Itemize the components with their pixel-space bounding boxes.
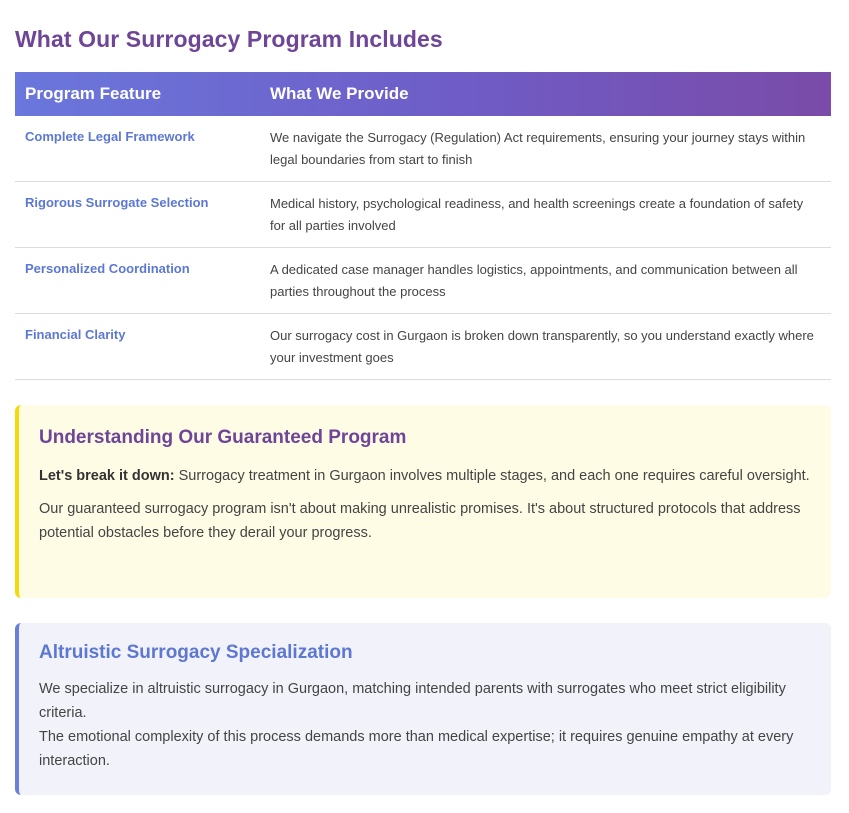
table-row bbox=[15, 248, 831, 314]
guaranteed-lead-paragraph bbox=[39, 464, 811, 488]
header-what-we-provide: What We Provide bbox=[270, 84, 409, 103]
table-row bbox=[15, 116, 831, 182]
guaranteed-body-paragraph: Our guaranteed surrogacy program isn't about making unrealistic promises. It's about structured protocols that address potential obstacles before they derail your progress. bbox=[39, 501, 801, 541]
guaranteed-lead-text: Surrogacy treatment in Gurgaon involves multiple stages, and each one requires careful oversight. bbox=[174, 468, 810, 484]
altruistic-heading: Altruistic Surrogacy Specialization bbox=[39, 642, 353, 663]
table-header-row bbox=[15, 72, 831, 116]
altruistic-paragraph-1: We specialize in altruistic surrogacy in Gurgaon, matching intended parents with surrogates who meet strict eligibility criteria. bbox=[39, 681, 786, 721]
page-title: What Our Surrogacy Program Includes bbox=[15, 26, 443, 52]
guaranteed-program-callout bbox=[15, 405, 831, 598]
table-row bbox=[15, 182, 831, 248]
feature-name: Complete Legal Framework bbox=[15, 116, 260, 182]
altruistic-specialization-callout bbox=[15, 623, 831, 795]
feature-description: We navigate the Surrogacy (Regulation) Act requirements, ensuring your journey stays within legal boundaries from start to finish bbox=[260, 116, 831, 182]
table-row bbox=[15, 314, 831, 380]
feature-name: Financial Clarity bbox=[15, 314, 260, 380]
guaranteed-lead-bold: Let's break it down: bbox=[39, 468, 175, 484]
guaranteed-program-heading: Understanding Our Guaranteed Program bbox=[39, 427, 407, 448]
feature-name: Personalized Coordination bbox=[15, 248, 260, 314]
feature-description: Medical history, psychological readiness, and health screenings create a foundation of safety for all parties involved bbox=[260, 182, 831, 248]
feature-description: Our surrogacy cost in Gurgaon is broken down transparently, so you understand exactly where your investment goes bbox=[260, 314, 831, 380]
feature-description: A dedicated case manager handles logistics, appointments, and communication between all parties throughout the process bbox=[260, 248, 831, 314]
altruistic-paragraph-2: The emotional complexity of this process demands more than medical expertise; it requires genuine empathy at every interaction. bbox=[39, 729, 794, 769]
header-program-feature: Program Feature bbox=[25, 84, 162, 103]
feature-name: Rigorous Surrogate Selection bbox=[15, 182, 260, 248]
program-features-table bbox=[15, 72, 831, 380]
